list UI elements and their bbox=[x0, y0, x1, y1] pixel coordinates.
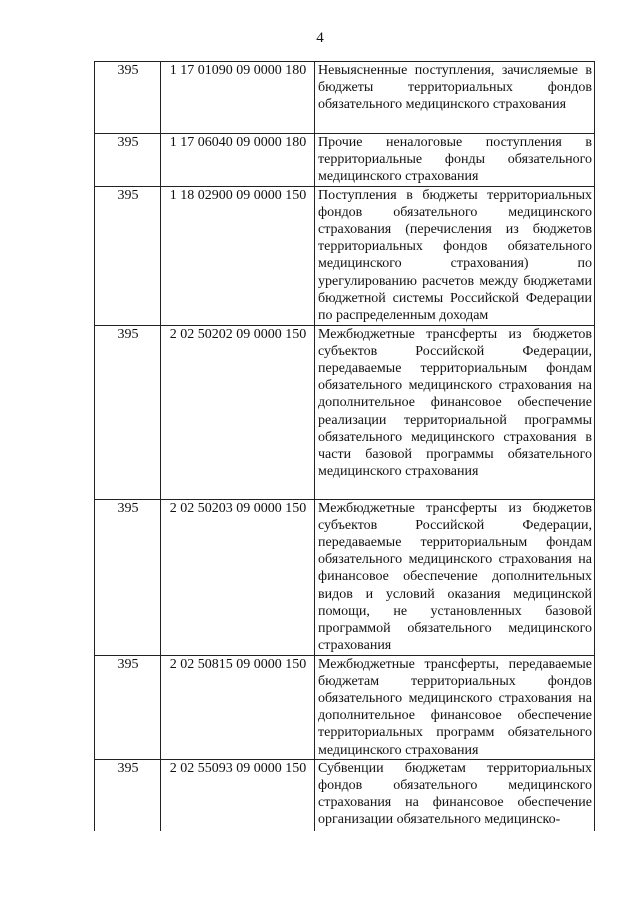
budget-code-cell: 2 02 55093 09 0000 150 bbox=[161, 759, 315, 831]
table-row bbox=[95, 325, 595, 499]
income-name-cell: Межбюджетные трансферты из бюджетов субъектов Российской Федерации, передаваемые территориальным фондам обязательного медицинского страхования на дополнительное финансовое обеспечение реализации территориальной программы обязательного медицинского страхования в части базовой программы обязательного медицинского страхования bbox=[315, 325, 595, 499]
budget-code-cell: 2 02 50202 09 0000 150 bbox=[161, 325, 315, 499]
income-name-cell: Межбюджетные трансферты из бюджетов субъектов Российской Федерации, передаваемые территориальным фондам обязательного медицинского страхования на финансовое обеспечение дополнительных видов и условий оказания медицинской помощи, не установленных базовой программой обязательного медицинского страхования bbox=[315, 499, 595, 655]
admin-code-cell: 395 bbox=[95, 759, 161, 831]
table-row bbox=[95, 134, 595, 187]
income-name-cell: Межбюджетные трансферты, передаваемые бюджетам территориальных фондов обязательного медицинского страхования на дополнительное финансовое обеспечение территориальных программ обязательного медицинского страхования bbox=[315, 655, 595, 759]
budget-code-cell: 1 17 01090 09 0000 180 bbox=[161, 62, 315, 134]
admin-code-cell: 395 bbox=[95, 186, 161, 325]
table-row bbox=[95, 759, 595, 831]
table-row bbox=[95, 655, 595, 759]
page-number: 4 bbox=[316, 30, 324, 46]
income-name-cell: Субвенции бюджетам территориальных фондов обязательного медицинского страхования на финансовое обеспечение организации обязательного медицинско- bbox=[315, 759, 595, 831]
budget-code-cell: 2 02 50203 09 0000 150 bbox=[161, 499, 315, 655]
income-name-cell: Поступления в бюджеты территориальных фондов обязательного медицинского страхования (перечисления из бюджетов территориальных фондов обязательного медицинского страхования) по урегулированию расчетов между бюджетами бюджетной системы Российской Федерации по распределенным доходам bbox=[315, 186, 595, 325]
income-name-cell: Невыясненные поступления, зачисляемые в бюджеты территориальных фондов обязательного медицинского страхования bbox=[315, 62, 595, 134]
admin-code-cell: 395 bbox=[95, 325, 161, 499]
table-row bbox=[95, 186, 595, 325]
table-row bbox=[95, 499, 595, 655]
budget-classification-table bbox=[94, 61, 595, 831]
admin-code-cell: 395 bbox=[95, 62, 161, 134]
admin-code-cell: 395 bbox=[95, 134, 161, 187]
budget-code-cell: 1 17 06040 09 0000 180 bbox=[161, 134, 315, 187]
budget-code-cell: 2 02 50815 09 0000 150 bbox=[161, 655, 315, 759]
admin-code-cell: 395 bbox=[95, 655, 161, 759]
table-row bbox=[95, 62, 595, 134]
admin-code-cell: 395 bbox=[95, 499, 161, 655]
income-name-cell: Прочие неналоговые поступления в территориальные фонды обязательного медицинского страхования bbox=[315, 134, 595, 187]
budget-code-cell: 1 18 02900 09 0000 150 bbox=[161, 186, 315, 325]
